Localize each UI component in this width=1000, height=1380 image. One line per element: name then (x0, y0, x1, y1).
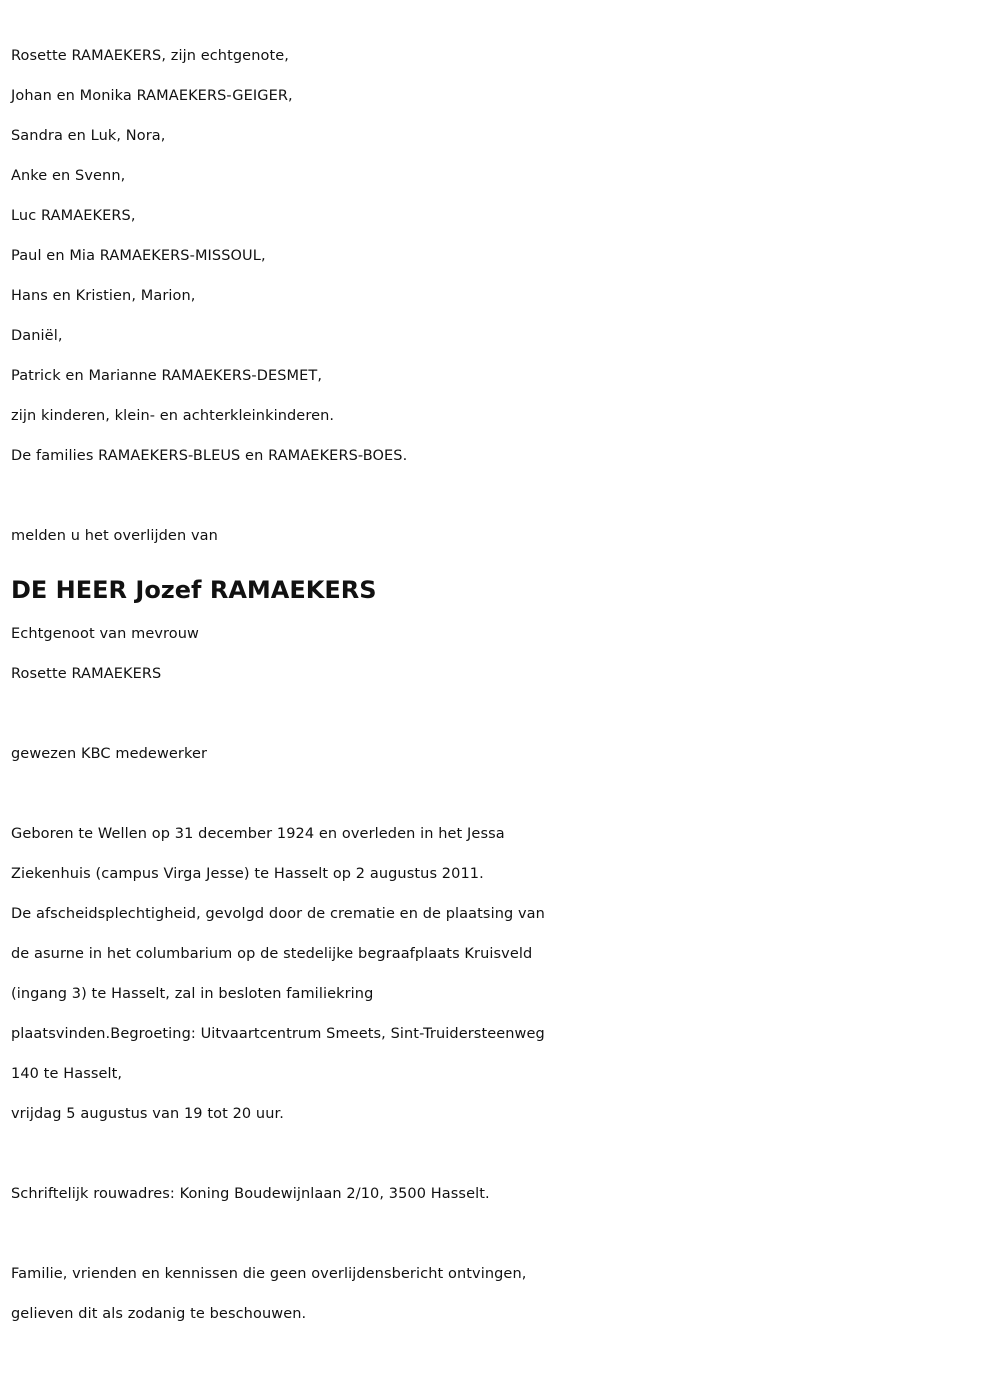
spacer (11, 694, 992, 734)
details-line: plaatsvinden.Begroeting: Uitvaartcentrum Smeets, Sint-Truidersteenweg (11, 1026, 545, 1042)
family-line: zijn kinderen, klein- en achterkleinkinderen. (11, 408, 335, 424)
spacer (11, 1134, 992, 1174)
family-line: Daniël, (11, 328, 63, 344)
details-line: vrijdag 5 augustus van 19 tot 20 uur. (11, 1106, 284, 1122)
family-line: Rosette RAMAEKERS, zijn echtgenote, (11, 48, 289, 64)
closing-paragraph (11, 1254, 992, 1334)
details-line: Geboren te Wellen op 31 december 1924 en overleden in het Jessa (11, 826, 505, 842)
announcement-text: melden u het overlijden van (11, 528, 218, 544)
details-line: 140 te Hasselt, (11, 1066, 123, 1082)
deceased-name: DE HEER Jozef RAMAEKERS (11, 576, 377, 604)
family-line: Johan en Monika RAMAEKERS-GEIGER, (11, 88, 293, 104)
family-line: Paul en Mia RAMAEKERS-MISSOUL, (11, 248, 266, 264)
occupation-text: gewezen KBC medewerker (11, 746, 208, 762)
family-line: Sandra en Luk, Nora, (11, 128, 166, 144)
mourning-address: Schriftelijk rouwadres: Koning Boudewijnlaan 2/10, 3500 Hasselt. (11, 1186, 490, 1202)
family-list (11, 36, 992, 476)
closing-line: Familie, vrienden en kennissen die geen overlijdensbericht ontvingen, (11, 1266, 527, 1282)
details-line: de asurne in het columbarium op de stedelijke begraafplaats Kruisveld (11, 946, 533, 962)
details-line: De afscheidsplechtigheid, gevolgd door de crematie en de plaatsing van (11, 906, 545, 922)
details-line: (ingang 3) te Hasselt, zal in besloten familiekring (11, 986, 374, 1002)
spacer (11, 774, 992, 814)
family-line: De families RAMAEKERS-BLEUS en RAMAEKERS-BOES. (11, 448, 408, 464)
spouse-line: Echtgenoot van mevrouw (11, 626, 200, 642)
details-line: Ziekenhuis (campus Virga Jesse) te Hasselt op 2 augustus 2011. (11, 866, 484, 882)
family-line: Anke en Svenn, (11, 168, 126, 184)
closing-line: gelieven dit als zodanig te beschouwen. (11, 1306, 307, 1322)
spacer (11, 476, 992, 516)
spacer (11, 1214, 992, 1254)
family-line: Luc RAMAEKERS, (11, 208, 136, 224)
details-paragraph (11, 814, 992, 1134)
family-line: Hans en Kristien, Marion, (11, 288, 196, 304)
spouse-name: Rosette RAMAEKERS (11, 666, 162, 682)
family-line: Patrick en Marianne RAMAEKERS-DESMET, (11, 368, 323, 384)
